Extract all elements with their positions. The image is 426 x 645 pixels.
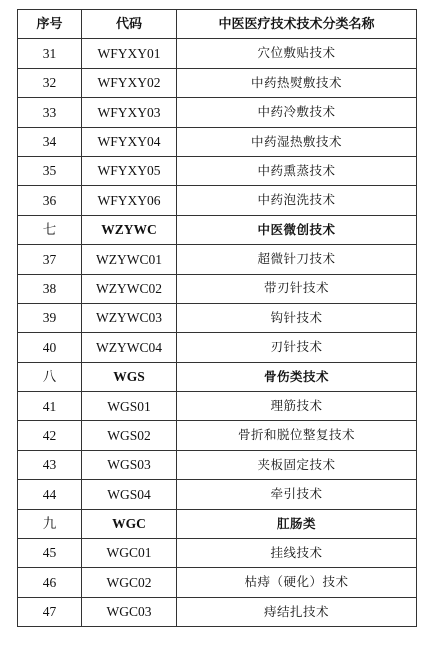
header-code: 代码 <box>82 10 177 39</box>
row-serial-number: 34 <box>18 127 82 156</box>
row-technique-name: 钩针技术 <box>177 303 417 332</box>
row-serial-number: 36 <box>18 186 82 215</box>
row-serial-number: 44 <box>18 480 82 509</box>
table-row <box>18 450 417 479</box>
row-technique-name: 超微针刀技术 <box>177 245 417 274</box>
row-code: WGC02 <box>82 568 177 597</box>
table-row <box>18 274 417 303</box>
table-row <box>18 98 417 127</box>
row-code: WGC <box>82 509 177 538</box>
table-row <box>18 539 417 568</box>
table-row <box>18 68 417 97</box>
row-technique-name: 中药冷敷技术 <box>177 98 417 127</box>
row-technique-name: 中药热熨敷技术 <box>177 68 417 97</box>
row-serial-number: 七 <box>18 215 82 244</box>
tcm-technique-table <box>17 9 417 627</box>
table-header-row <box>18 10 417 39</box>
row-serial-number: 35 <box>18 156 82 185</box>
row-serial-number: 46 <box>18 568 82 597</box>
row-code: WFYXY01 <box>82 39 177 68</box>
row-serial-number: 41 <box>18 392 82 421</box>
table-row <box>18 127 417 156</box>
category-row <box>18 362 417 391</box>
table-row <box>18 333 417 362</box>
row-technique-name: 穴位敷贴技术 <box>177 39 417 68</box>
row-code: WZYWC <box>82 215 177 244</box>
row-code: WGC01 <box>82 539 177 568</box>
table-row <box>18 156 417 185</box>
row-serial-number: 33 <box>18 98 82 127</box>
row-code: WGS <box>82 362 177 391</box>
row-technique-name: 理筋技术 <box>177 392 417 421</box>
table-body <box>18 39 417 627</box>
table-row <box>18 186 417 215</box>
row-code: WZYWC01 <box>82 245 177 274</box>
row-code: WFYXY04 <box>82 127 177 156</box>
row-serial-number: 42 <box>18 421 82 450</box>
row-code: WZYWC04 <box>82 333 177 362</box>
table-row <box>18 568 417 597</box>
row-code: WFYXY02 <box>82 68 177 97</box>
table-row <box>18 39 417 68</box>
row-code: WGC03 <box>82 597 177 626</box>
header-serial-number: 序号 <box>18 10 82 39</box>
row-code: WGS04 <box>82 480 177 509</box>
row-serial-number: 43 <box>18 450 82 479</box>
row-technique-name: 夹板固定技术 <box>177 450 417 479</box>
row-serial-number: 31 <box>18 39 82 68</box>
row-technique-name: 中药泡洗技术 <box>177 186 417 215</box>
row-code: WZYWC03 <box>82 303 177 332</box>
row-technique-name: 痔结扎技术 <box>177 597 417 626</box>
row-code: WGS03 <box>82 450 177 479</box>
row-serial-number: 45 <box>18 539 82 568</box>
row-technique-name: 中药熏蒸技术 <box>177 156 417 185</box>
table-row <box>18 245 417 274</box>
row-technique-name: 骨伤类技术 <box>177 362 417 391</box>
row-serial-number: 39 <box>18 303 82 332</box>
table-row <box>18 480 417 509</box>
row-serial-number: 九 <box>18 509 82 538</box>
table-row <box>18 392 417 421</box>
row-serial-number: 32 <box>18 68 82 97</box>
row-technique-name: 中药湿热敷技术 <box>177 127 417 156</box>
row-technique-name: 挂线技术 <box>177 539 417 568</box>
row-serial-number: 38 <box>18 274 82 303</box>
row-serial-number: 40 <box>18 333 82 362</box>
row-code: WZYWC02 <box>82 274 177 303</box>
row-serial-number: 八 <box>18 362 82 391</box>
table-row <box>18 421 417 450</box>
row-technique-name: 刃针技术 <box>177 333 417 362</box>
row-technique-name: 中医微创技术 <box>177 215 417 244</box>
row-technique-name: 骨折和脱位整复技术 <box>177 421 417 450</box>
header-technique-name: 中医医疗技术技术分类名称 <box>177 10 417 39</box>
table-row <box>18 597 417 626</box>
row-technique-name: 肛肠类 <box>177 509 417 538</box>
table-row <box>18 303 417 332</box>
row-technique-name: 枯痔（硬化）技术 <box>177 568 417 597</box>
row-code: WGS02 <box>82 421 177 450</box>
row-code: WFYXY05 <box>82 156 177 185</box>
row-code: WGS01 <box>82 392 177 421</box>
row-code: WFYXY06 <box>82 186 177 215</box>
category-row <box>18 509 417 538</box>
row-code: WFYXY03 <box>82 98 177 127</box>
row-serial-number: 37 <box>18 245 82 274</box>
row-serial-number: 47 <box>18 597 82 626</box>
row-technique-name: 带刃针技术 <box>177 274 417 303</box>
row-technique-name: 牵引技术 <box>177 480 417 509</box>
category-row <box>18 215 417 244</box>
